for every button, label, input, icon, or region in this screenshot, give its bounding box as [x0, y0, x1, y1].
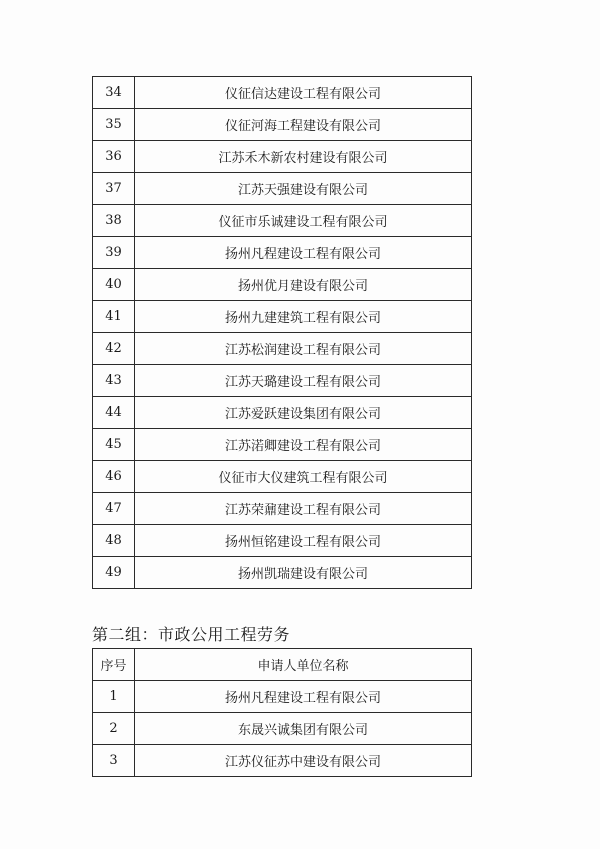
column-header-no: 序号 — [93, 649, 135, 681]
row-number: 47 — [93, 493, 135, 525]
row-number: 40 — [93, 269, 135, 301]
company-name: 东晟兴诚集团有限公司 — [135, 713, 472, 745]
row-number: 41 — [93, 301, 135, 333]
company-name: 扬州恒铭建设工程有限公司 — [135, 525, 472, 557]
table-row — [93, 205, 472, 237]
company-name: 江苏仪征苏中建设有限公司 — [135, 745, 472, 777]
table-row — [93, 109, 472, 141]
table-header-row — [93, 649, 472, 681]
table-row — [93, 173, 472, 205]
row-number: 2 — [93, 713, 135, 745]
company-name: 仪征市大仪建筑工程有限公司 — [135, 461, 472, 493]
table-row — [93, 397, 472, 429]
row-number: 1 — [93, 681, 135, 713]
row-number: 38 — [93, 205, 135, 237]
company-name: 江苏荣鼐建设工程有限公司 — [135, 493, 472, 525]
row-number: 42 — [93, 333, 135, 365]
row-number: 36 — [93, 141, 135, 173]
row-number: 3 — [93, 745, 135, 777]
table-row — [93, 493, 472, 525]
row-number: 45 — [93, 429, 135, 461]
table-row — [93, 333, 472, 365]
company-table-group2 — [92, 648, 472, 777]
company-name: 扬州凯瑞建设有限公司 — [135, 557, 472, 589]
company-name: 仪征市乐诚建设工程有限公司 — [135, 205, 472, 237]
row-number: 49 — [93, 557, 135, 589]
company-name: 江苏渃卿建设工程有限公司 — [135, 429, 472, 461]
row-number: 48 — [93, 525, 135, 557]
company-name: 仪征河海工程建设有限公司 — [135, 109, 472, 141]
row-number: 43 — [93, 365, 135, 397]
table-row — [93, 525, 472, 557]
table-row — [93, 237, 472, 269]
company-name: 江苏天强建设有限公司 — [135, 173, 472, 205]
row-number: 34 — [93, 77, 135, 109]
table-row — [93, 269, 472, 301]
table-row — [93, 745, 472, 777]
table-row — [93, 365, 472, 397]
table-row — [93, 557, 472, 589]
table-row — [93, 301, 472, 333]
row-number: 46 — [93, 461, 135, 493]
company-name: 江苏松润建设工程有限公司 — [135, 333, 472, 365]
table-row — [93, 141, 472, 173]
company-name: 扬州九建建筑工程有限公司 — [135, 301, 472, 333]
company-name: 江苏爱跃建设集团有限公司 — [135, 397, 472, 429]
company-name: 江苏禾木新农村建设有限公司 — [135, 141, 472, 173]
row-number: 37 — [93, 173, 135, 205]
section-title: 第二组：市政公用工程劳务 — [92, 625, 291, 644]
company-name: 扬州凡程建设工程有限公司 — [135, 681, 472, 713]
row-number: 39 — [93, 237, 135, 269]
column-header-name: 申请人单位名称 — [135, 649, 472, 681]
company-name: 仪征信达建设工程有限公司 — [135, 77, 472, 109]
table-row — [93, 681, 472, 713]
company-name: 扬州凡程建设工程有限公司 — [135, 237, 472, 269]
company-table-group1 — [92, 76, 472, 589]
company-name: 江苏天璐建设工程有限公司 — [135, 365, 472, 397]
table-row — [93, 77, 472, 109]
table-row — [93, 461, 472, 493]
row-number: 44 — [93, 397, 135, 429]
table-row — [93, 429, 472, 461]
company-name: 扬州优月建设有限公司 — [135, 269, 472, 301]
row-number: 35 — [93, 109, 135, 141]
table-row — [93, 713, 472, 745]
